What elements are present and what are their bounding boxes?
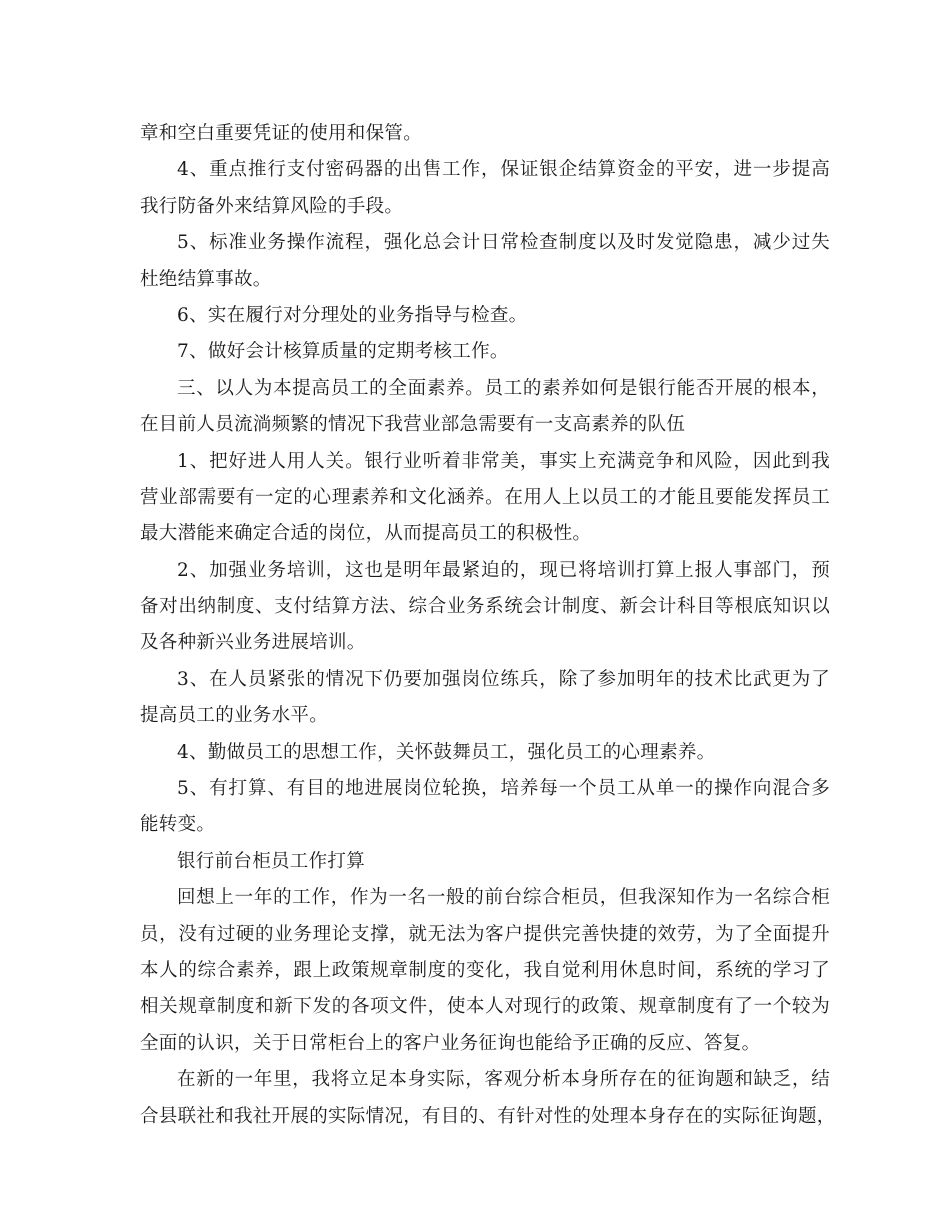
text-line: 相关规章制度和新下发的各项文件，使本人对现行的政策、规章制度有了一个较为 xyxy=(140,996,830,1018)
text-line: 三、以人为本提高员工的全面素养。员工的素养如何是银行能否开展的根本， xyxy=(177,377,830,399)
text-line: 在新的一年里，我将立足本身实际，客观分析本身所存在的征询题和缺乏，结 xyxy=(177,1069,830,1091)
text-line: 最大潜能来确定合适的岗位，从而提高员工的积极性。 xyxy=(140,523,592,545)
text-line: 提高员工的业务水平。 xyxy=(140,705,329,727)
text-line: 杜绝结算事故。 xyxy=(140,268,272,290)
text-line: 员，没有过硬的业务理论支撑，就无法为客户提供完善快捷的效劳，为了全面提升 xyxy=(140,923,830,945)
text-line: 5、有打算、有目的地进展岗位轮换，培养每一个员工从单一的操作向混合多 xyxy=(177,778,830,800)
text-line: 备对出纳制度、支付结算方法、综合业务系统会计制度、新会计科目等根底知识以 xyxy=(140,596,830,618)
text-line: 章和空白重要凭证的使用和保管。 xyxy=(140,123,423,144)
text-line: 6、实在履行对分理处的业务指导与检查。 xyxy=(177,304,528,326)
text-line: 合县联社和我社开展的实际情况，有目的、有针对性的处理本身存在的实际征询题， xyxy=(140,1105,836,1127)
text-line: 1、把好进人用人关。银行业听着非常美，事实上充满竞争和风险，因此到我 xyxy=(177,450,830,472)
text-line: 回想上一年的工作，作为一名一般的前台综合柜员，但我深知作为一名综合柜 xyxy=(177,887,830,909)
text-line: 我行防备外来结算风险的手段。 xyxy=(140,195,404,217)
document-body xyxy=(140,116,836,1135)
text-line: 全面的认识，关于日常柜台上的客户业务征询也能给予正确的反应、答复。 xyxy=(140,1032,761,1054)
section-heading: 银行前台柜员工作打算 xyxy=(177,850,366,872)
text-line: 4、重点推行支付密码器的出售工作，保证银企结算资金的平安，进一步提高 xyxy=(177,159,830,181)
text-line: 在目前人员流淌频繁的情况下我营业部急需要有一支高素养的队伍 xyxy=(140,414,686,436)
text-line: 2、加强业务培训，这也是明年最紧迫的，现已将培训打算上报人事部门，预 xyxy=(177,559,830,581)
text-line: 营业部需要有一定的心理素养和文化涵养。在用人上以员工的才能且要能发挥员工 xyxy=(140,486,830,508)
text-line: 7、做好会计核算质量的定期考核工作。 xyxy=(177,341,509,363)
text-line: 3、在人员紧张的情况下仍要加强岗位练兵，除了参加明年的技术比武更为了 xyxy=(177,668,830,690)
text-line: 4、勤做员工的思想工作，关怀鼓舞员工，强化员工的心理素养。 xyxy=(177,741,716,763)
text-line: 及各种新兴业务进展培训。 xyxy=(140,632,366,654)
text-line: 能转变。 xyxy=(140,814,216,836)
text-line: 本人的综合素养，跟上政策规章制度的变化，我自觉利用休息时间，系统的学习了 xyxy=(140,959,830,981)
text-line: 5、标准业务操作流程，强化总会计日常检查制度以及时发觉隐患，减少过失 xyxy=(177,232,830,254)
